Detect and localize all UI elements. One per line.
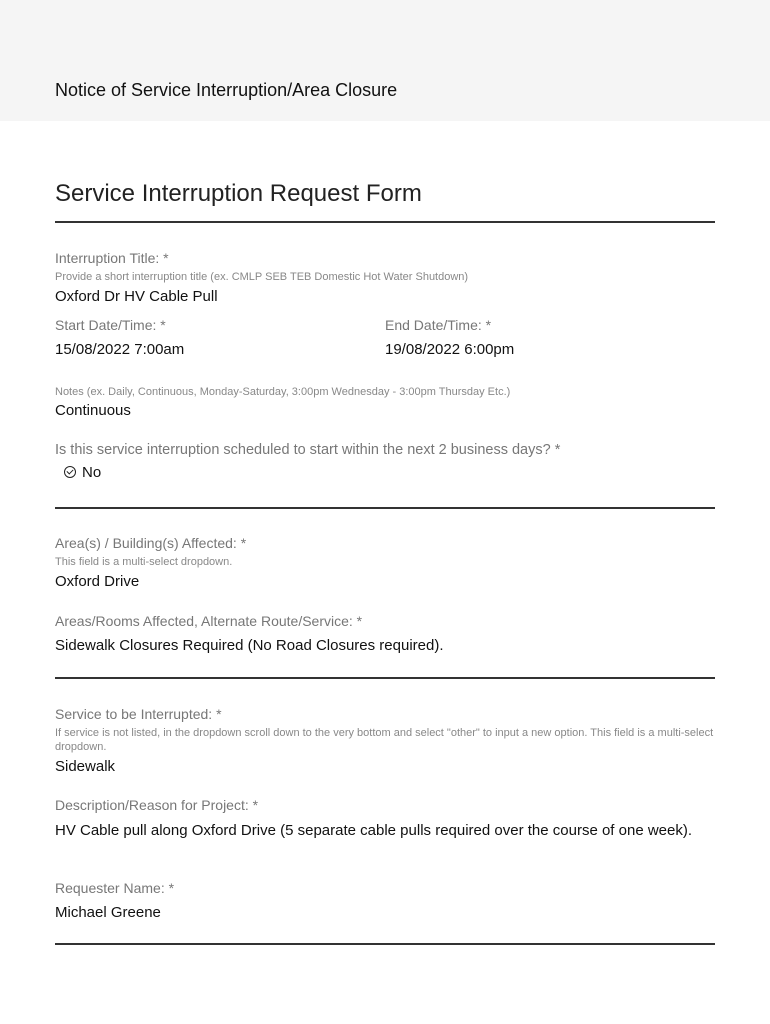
service-value: Sidewalk bbox=[55, 758, 116, 775]
rooms-value: Sidewalk Closures Required (No Road Closures required). bbox=[55, 637, 444, 654]
end-label: End Date/Time: * bbox=[385, 317, 492, 333]
requester-value: Michael Greene bbox=[55, 904, 161, 921]
interruption-title-hint: Provide a short interruption title (ex. CMLP SEB TEB Domestic Hot Water Shutdown) bbox=[55, 271, 469, 283]
areas-hint: This field is a multi-select dropdown. bbox=[55, 556, 233, 568]
divider bbox=[55, 221, 715, 223]
divider bbox=[55, 507, 715, 509]
divider bbox=[55, 943, 715, 945]
notes-hint: Notes (ex. Daily, Continuous, Monday-Saturday, 3:00pm Wednesday - 3:00pm Thursday Etc.) bbox=[55, 386, 511, 398]
start-label: Start Date/Time: * bbox=[55, 317, 166, 333]
service-label: Service to be Interrupted: * bbox=[55, 706, 222, 722]
description-label: Description/Reason for Project: * bbox=[55, 797, 259, 813]
interruption-title-value: Oxford Dr HV Cable Pull bbox=[55, 288, 218, 305]
service-hint: If service is not listed, in the dropdown scroll down to the very bottom and select "other" to input a new option. This field is a multi-select dropdown. bbox=[55, 727, 714, 753]
areas-label: Area(s) / Building(s) Affected: * bbox=[55, 535, 247, 551]
end-value: 19/08/2022 6:00pm bbox=[385, 341, 515, 358]
form-title: Service Interruption Request Form bbox=[55, 180, 422, 207]
requester-label: Requester Name: * bbox=[55, 880, 175, 896]
within-2-days-label: Is this service interruption scheduled to start within the next 2 business days? * bbox=[55, 442, 561, 458]
areas-value: Oxford Drive bbox=[55, 573, 140, 590]
start-value: 15/08/2022 7:00am bbox=[55, 341, 185, 358]
rooms-label: Areas/Rooms Affected, Alternate Route/Service: * bbox=[55, 613, 363, 629]
notes-value: Continuous bbox=[55, 402, 131, 419]
within-2-days-answer bbox=[64, 464, 101, 481]
page-header bbox=[0, 0, 770, 121]
interruption-title-label: Interruption Title: * bbox=[55, 250, 169, 266]
description-value: HV Cable pull along Oxford Drive (5 separate cable pulls required over the course of one week). bbox=[55, 822, 693, 839]
divider bbox=[55, 677, 715, 679]
page-header-title: Notice of Service Interruption/Area Closure bbox=[55, 80, 398, 100]
within-2-days-value: No bbox=[82, 464, 102, 481]
check-circle-icon bbox=[64, 466, 76, 478]
